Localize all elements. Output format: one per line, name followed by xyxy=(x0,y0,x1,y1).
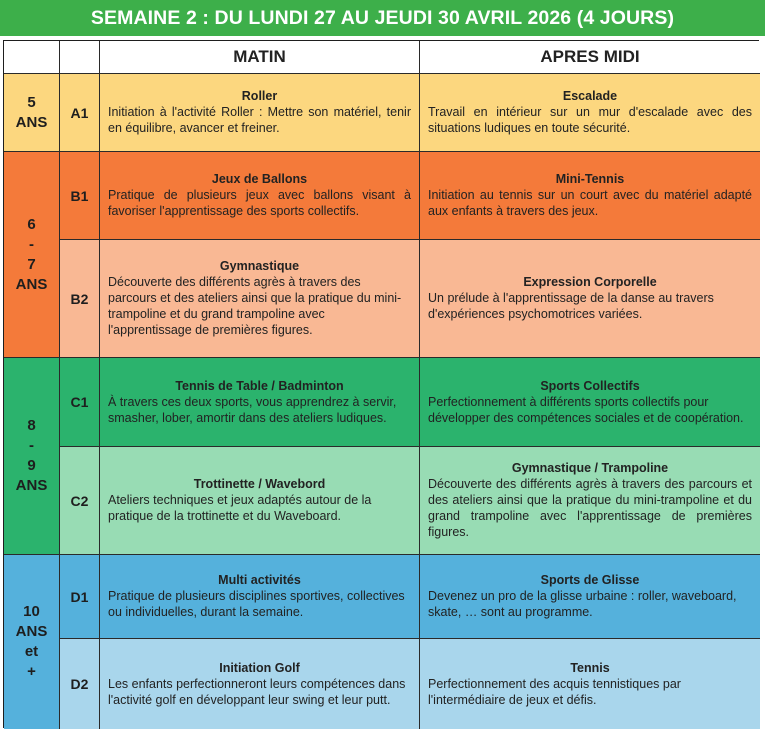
activity-matin xyxy=(100,639,420,729)
activity-title: Expression Corporelle xyxy=(523,275,657,289)
age-line: 8 xyxy=(27,417,36,434)
header-apres-midi: APRES MIDI xyxy=(420,41,760,74)
age-line: ANS xyxy=(15,477,48,494)
group-code: C1 xyxy=(60,358,100,447)
activity-title: Escalade xyxy=(562,89,618,103)
header-empty-age xyxy=(4,41,60,74)
activity-apres-midi xyxy=(420,447,760,555)
activity-matin xyxy=(100,74,420,152)
group-code: C2 xyxy=(60,447,100,555)
group-code: B2 xyxy=(60,240,100,358)
activity-description: Les enfants perfectionneront leurs compétences dans l'activité golf en développant leur swing et leur putt. xyxy=(108,676,406,707)
age-line: et xyxy=(24,643,39,660)
activity-description: Initiation à l'activité Roller : Mettre son matériel, tenir en équilibre, avancer et freiner. xyxy=(108,105,411,135)
activity-title: Multi activités xyxy=(218,573,301,587)
activity-title: Sports Collectifs xyxy=(540,378,640,393)
activity-description: À travers ces deux sports, vous apprendrez à servir, smasher, lober, amortir dans des ateliers ludiques. xyxy=(108,394,397,425)
activity-description: Un prélude à l'apprentissage de la danse au travers d'expériences psychomotrices variées. xyxy=(428,291,714,321)
activity-description: Découverte des différents agrès à travers des parcours et des ateliers ainsi que la pratique du mini-trampoline et du grand trampoline avec l'apprentissage de premières figures. xyxy=(428,477,752,539)
age-line: 6 xyxy=(27,215,36,233)
age-line: 5 xyxy=(27,93,36,111)
activity-title: Trottinette / Wavebord xyxy=(193,477,326,491)
activity-description: Ateliers techniques et jeux adaptés autour de la pratique de la trottinette et du Waveboard. xyxy=(108,493,372,523)
activity-matin xyxy=(100,447,420,555)
activity-description: Pratique de plusieurs disciplines sportives, collectives ou individuelles, durant la semaine. xyxy=(108,589,405,619)
activity-description: Découverte des différents agrès à travers des parcours et des ateliers ainsi que la pratique du mini-trampoline et du grand trampoline avec l'apprentissage de premières figures. xyxy=(108,275,402,337)
activity-description: Travail en intérieur sur un mur d'escalade avec des situations ludiques en toute sécurité. xyxy=(428,105,752,135)
group-code: D1 xyxy=(60,555,100,639)
activity-apres-midi xyxy=(420,240,760,358)
activity-apres-midi xyxy=(420,358,760,447)
activity-title: Tennis de Table / Badminton xyxy=(175,378,344,393)
activity-apres-midi xyxy=(420,555,760,639)
age-line: ANS xyxy=(15,113,48,131)
activity-title: Mini-Tennis xyxy=(555,172,625,186)
activity-description: Perfectionnement des acquis tennistiques par l'intermédiaire de jeux et défis. xyxy=(428,676,681,707)
group-code: B1 xyxy=(60,152,100,240)
activity-title: Sports de Glisse xyxy=(540,573,640,587)
group-code: A1 xyxy=(60,74,100,152)
age-group-8-9 xyxy=(4,358,60,555)
header-empty-code xyxy=(60,41,100,74)
activity-matin xyxy=(100,240,420,358)
age-line: - xyxy=(29,235,34,253)
age-line: - xyxy=(29,437,34,454)
age-line: 9 xyxy=(27,457,36,474)
age-line: ANS xyxy=(15,623,48,640)
age-group-6-7 xyxy=(4,152,60,358)
activity-apres-midi xyxy=(420,152,760,240)
schedule-table xyxy=(3,40,759,728)
activity-apres-midi xyxy=(420,74,760,152)
activity-title: Jeux de Ballons xyxy=(211,172,308,186)
activity-description: Perfectionnement à différents sports collectifs pour développer des compétences sociales et de coopération. xyxy=(428,394,744,425)
activity-description: Devenez un pro de la glisse urbaine : roller, waveboard, skate, … sont au programme. xyxy=(428,589,737,619)
header-matin: MATIN xyxy=(100,41,420,74)
group-code: D2 xyxy=(60,639,100,729)
age-line: + xyxy=(27,663,36,680)
activity-matin xyxy=(100,555,420,639)
page-title: SEMAINE 2 : DU LUNDI 27 AU JEUDI 30 AVRIL 2026 (4 JOURS) xyxy=(0,0,765,36)
activity-apres-midi xyxy=(420,639,760,729)
activity-title: Initiation Golf xyxy=(219,660,300,675)
age-line: 7 xyxy=(27,255,36,273)
age-line: ANS xyxy=(15,275,48,293)
activity-description: Initiation au tennis sur un court avec du matériel adapté aux enfants à travers des jeux. xyxy=(428,188,752,218)
age-group-10-plus xyxy=(4,555,60,729)
activity-title: Roller xyxy=(241,89,278,103)
activity-description: Pratique de plusieurs jeux avec ballons visant à favoriser l'apprentissage des sports collectifs. xyxy=(108,188,411,218)
activity-title: Tennis xyxy=(570,660,610,675)
activity-title: Gymnastique / Trampoline xyxy=(511,461,669,475)
activity-matin xyxy=(100,152,420,240)
age-group-5 xyxy=(4,74,60,152)
activity-matin xyxy=(100,358,420,447)
activity-title: Gymnastique xyxy=(219,259,300,273)
age-line: 10 xyxy=(23,603,40,620)
